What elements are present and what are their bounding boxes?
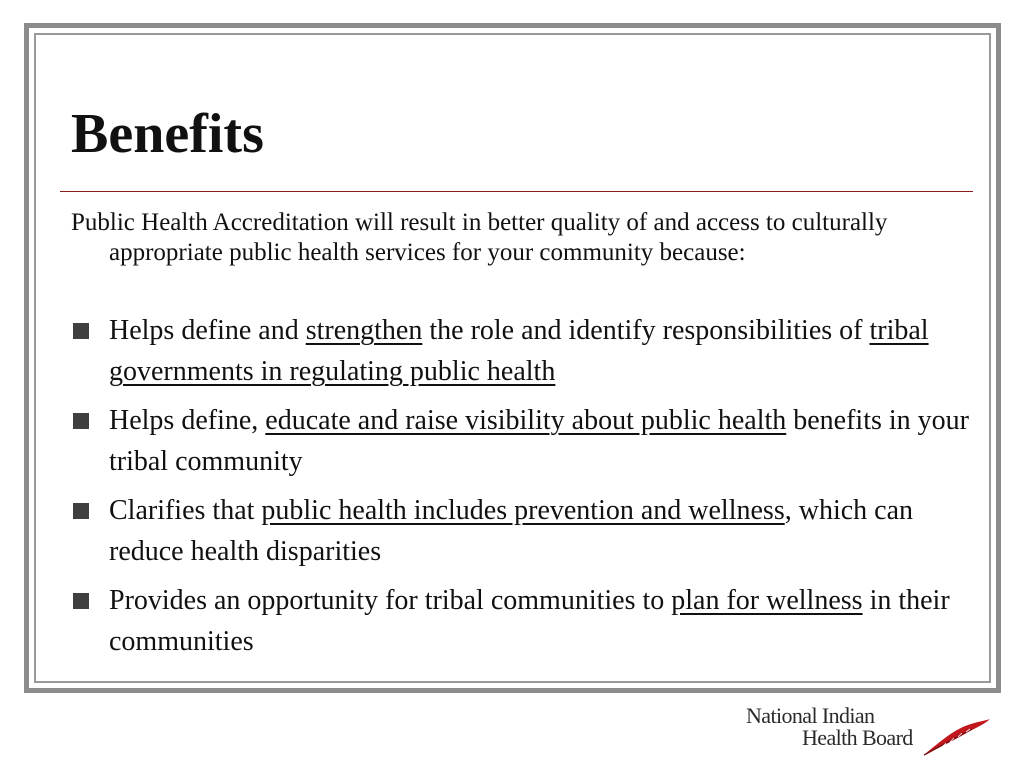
slide-title: Benefits [71, 103, 264, 165]
bullet-item [71, 490, 971, 572]
underlined-phrase: strengthen [305, 315, 423, 346]
intro-paragraph: Public Health Accreditation will result in better quality of and access to culturally appropriate public health services for your community because: [71, 209, 888, 266]
bullet-square-icon [73, 323, 89, 339]
bullet-square-icon [73, 413, 89, 429]
underlined-phrase: plan for wellness [671, 585, 863, 616]
bullet-text: benefits in your tribal community [109, 405, 969, 477]
bullet-list [71, 310, 971, 670]
bullet-text: Provides an opportunity for tribal communities to [109, 585, 672, 616]
bullet-item [71, 400, 971, 482]
bullet-text: , which can reduce health disparities [109, 495, 914, 567]
feather-icon [922, 717, 992, 757]
underlined-phrase: public health includes prevention and wellness [261, 495, 785, 526]
bullet-text: the role and identify responsibilities of [422, 315, 870, 346]
bullet-text: Clarifies that [109, 495, 262, 526]
bullet-text: in their communities [109, 585, 950, 657]
logo-text-line1: National Indian [746, 703, 875, 728]
bullet-square-icon [73, 503, 89, 519]
bullet-text: Helps define, [109, 405, 266, 436]
underlined-phrase: educate and raise visibility about public health [265, 405, 787, 436]
bullet-text: Helps define and [109, 315, 306, 346]
bullet-square-icon [73, 593, 89, 609]
bullet-item [71, 310, 971, 392]
underlined-phrase: tribal governments in regulating public health [109, 315, 929, 387]
logo-text-line2: Health Board [802, 725, 913, 750]
nihb-logo [746, 703, 996, 759]
bullet-item [71, 580, 971, 662]
title-divider [60, 191, 973, 192]
